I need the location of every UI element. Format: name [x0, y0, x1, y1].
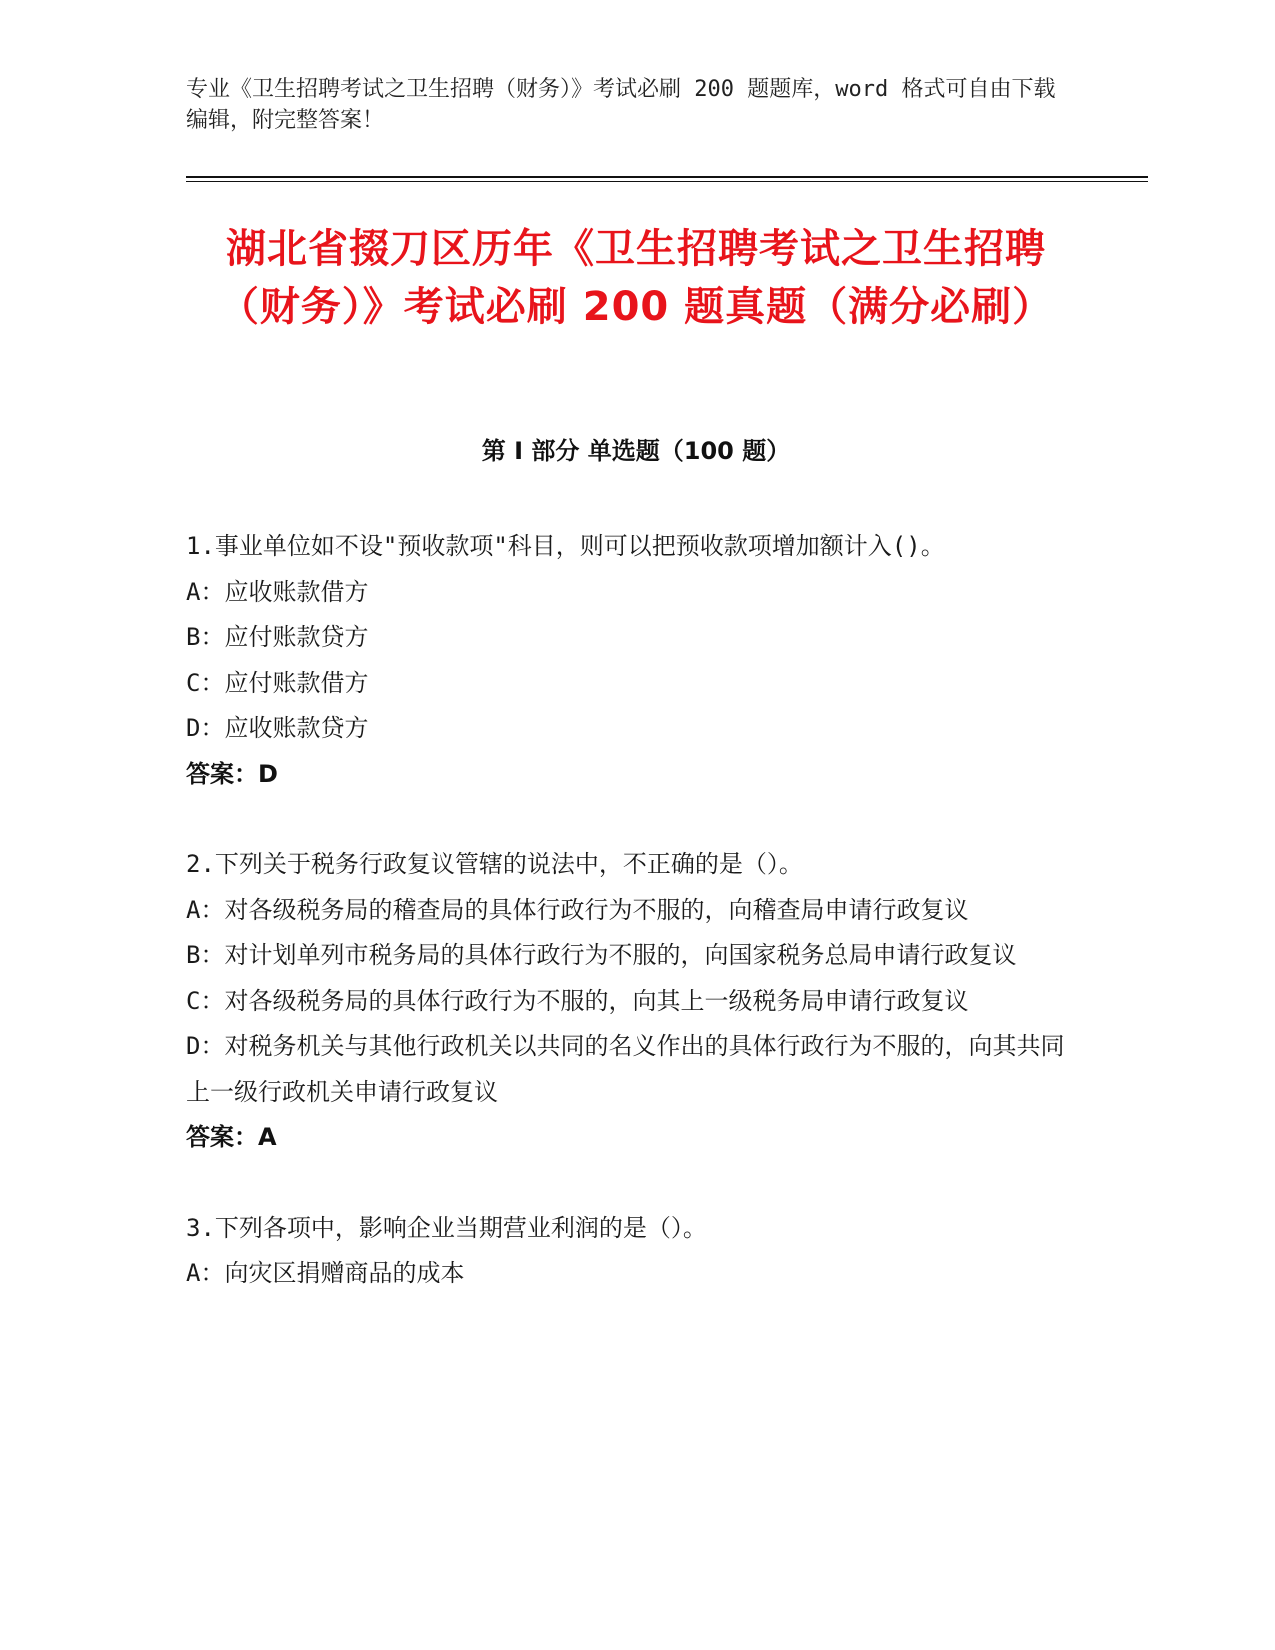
header-note: 专业《卫生招聘考试之卫生招聘（财务）》考试必刷 200 题题库，word 格式可自由下载编辑，附完整答案！ — [186, 77, 1056, 133]
header-divider-thin — [186, 181, 1148, 182]
option-c: C：对各级税务局的具体行政行为不服的，向其上一级税务局申请行政复议 — [186, 986, 969, 1015]
option-d: D：对税务机关与其他行政机关以共同的名义作出的具体行政行为不服的，向其共同上一级行政机关申请行政复议 — [186, 1032, 1065, 1106]
header-divider-thick — [186, 176, 1148, 178]
question-stem: 3.下列各项中，影响企业当期营业利润的是（）。 — [186, 1213, 707, 1242]
option-d: D：应收账款贷方 — [186, 714, 369, 742]
option-b: B：应付账款贷方 — [186, 623, 369, 651]
option-c: C：应付账款借方 — [186, 668, 369, 697]
option-a: A：对各级税务局的稽查局的具体行政行为不服的，向稽查局申请行政复议 — [186, 895, 969, 924]
question-1 — [186, 524, 1066, 797]
answer: 答案：D — [186, 759, 278, 788]
question-list — [186, 524, 1066, 1342]
question-3 — [186, 1206, 1066, 1297]
section-title: 第 I 部分 单选题（100 题） — [481, 437, 791, 465]
option-a: A：应收账款借方 — [186, 577, 369, 606]
document-title: 湖北省掇刀区历年《卫生招聘考试之卫生招聘（财务）》考试必刷 200 题真题（满分必刷） — [218, 226, 1054, 330]
question-2 — [186, 842, 1066, 1161]
option-b: B：对计划单列市税务局的具体行政行为不服的，向国家税务总局申请行政复议 — [186, 941, 1017, 969]
option-a: A：向灾区捐赠商品的成本 — [186, 1259, 465, 1287]
question-stem: 2.下列关于税务行政复议管辖的说法中，不正确的是（）。 — [186, 850, 803, 878]
answer: 答案：A — [186, 1123, 277, 1151]
question-stem: 1.事业单位如不设"预收款项"科目，则可以把预收款项增加额计入()。 — [186, 532, 945, 560]
